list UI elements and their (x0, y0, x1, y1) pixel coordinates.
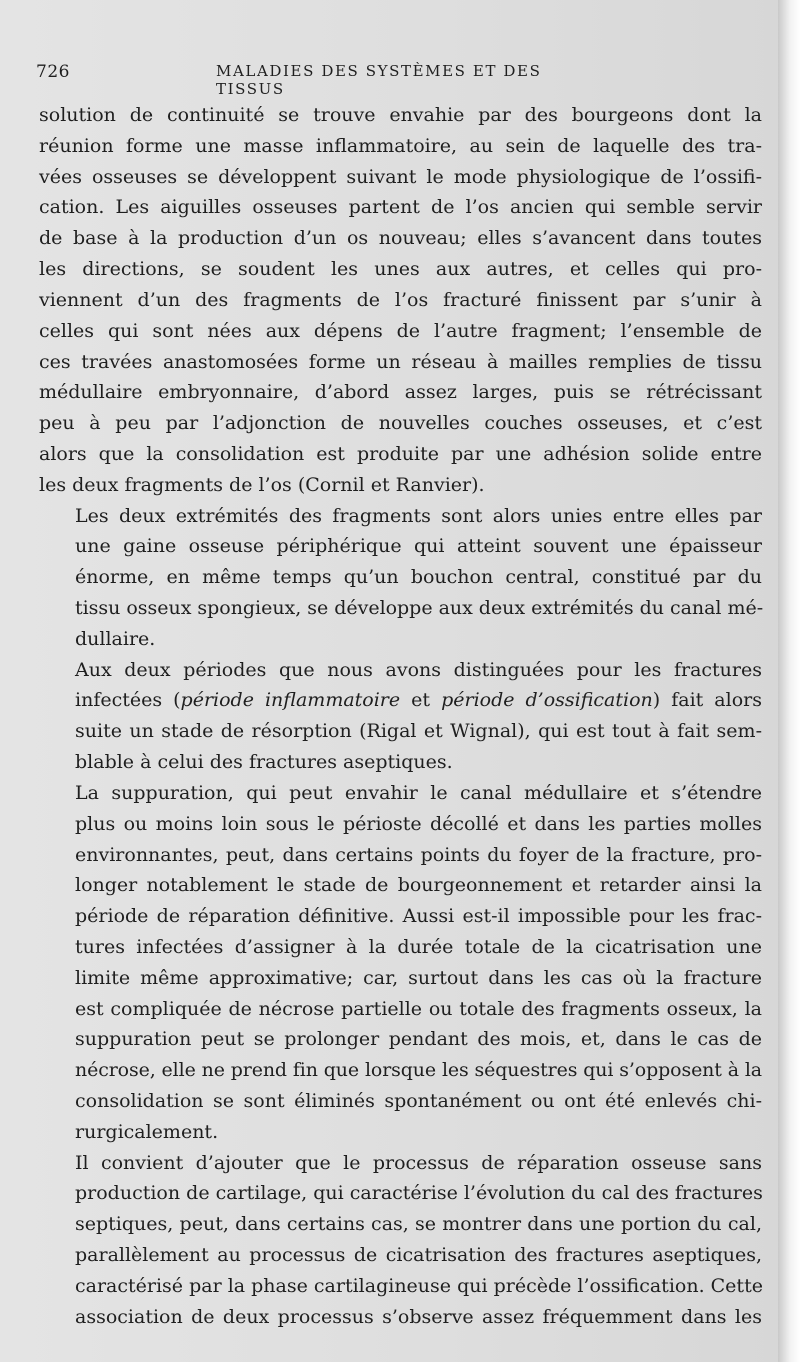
text-line: dullaire. (75, 627, 156, 650)
page-number: 726 (36, 62, 70, 82)
text-line: est compliquée de nécrose partielle ou totale des fragments osseux, la (75, 997, 762, 1020)
text-line: environnantes, peut, dans certains points du foyer de la fracture, pro- (75, 843, 762, 866)
text-line: parallèlement au processus de cicatrisation des fractures aseptiques, (75, 1244, 762, 1267)
text-line: nécrose, elle ne prend fin que lorsque les séquestres qui s’opposent à la (75, 1059, 762, 1082)
paragraph (39, 1148, 762, 1333)
paragraph (39, 778, 762, 1148)
text-line: tures infectées d’assigner à la durée totale de la cicatrisation une (75, 935, 762, 958)
text-line: solution de continuité se trouve envahie par des bourgeons dont la (39, 104, 762, 126)
text-line: caractérisé par la phase cartilagineuse qui précède l’ossification. Cette (75, 1274, 763, 1297)
text-line: Aux deux périodes que nous avons distinguées pour les fractures (75, 658, 762, 681)
text-line: cation. Les aiguilles osseuses partent de l’os ancien qui semble servir (39, 196, 762, 219)
text-line: les directions, se soudent les unes aux autres, et celles qui pro- (39, 258, 762, 281)
text-line: limite même approximative; car, surtout dans les cas où la fracture (75, 966, 762, 989)
text-line: La suppuration, qui peut envahir le canal médullaire et s’étendre (75, 781, 762, 804)
text-line: médullaire embryonnaire, d’abord assez larges, puis se rétrécissant (39, 381, 762, 404)
text-line: une gaine osseuse périphérique qui atteint souvent une épaisseur (75, 535, 762, 558)
text-line: de base à la production d’un os nouveau; elles s’avancent dans toutes (39, 227, 762, 250)
paragraph (39, 655, 762, 778)
text-line: suppuration peut se prolonger pendant des mois, et, dans le cas de (75, 1028, 762, 1051)
paragraph (39, 501, 762, 655)
text-line: infectées (période inflammatoire et période d’ossification) fait alors (75, 689, 762, 712)
text-line: production de cartilage, qui caractérise l’évolution du cal des fractures (75, 1182, 763, 1205)
text-line: Il convient d’ajouter que le processus de réparation osseuse sans (75, 1151, 762, 1174)
text-line: alors que la consolidation est produite par une adhésion solide entre (39, 442, 762, 465)
paragraph (39, 100, 762, 501)
italic-term: période inflammatoire (180, 689, 401, 712)
running-title: MALADIES DES SYSTÈMES ET DES TISSUS (216, 62, 542, 98)
text-line: septiques, peut, dans certains cas, se montrer dans une portion du cal, (75, 1213, 762, 1236)
text-line: celles qui sont nées aux dépens de l’autre fragment; l’ensemble de (39, 319, 762, 342)
text-line: peu à peu par l’adjonction de nouvelles couches osseuses, et c’est (39, 412, 762, 435)
text-line: les deux fragments de l’os (Cornil et Ranvier). (39, 473, 485, 496)
text-line: ces travées anastomosées forme un réseau à mailles remplies de tissu (39, 350, 762, 373)
text-line: plus ou moins loin sous le périoste décollé et dans les parties molles (75, 812, 762, 835)
text-line: réunion forme une masse inflammatoire, au sein de laquelle des tra- (39, 134, 762, 157)
page-edge (778, 0, 800, 1362)
page-header (36, 62, 596, 98)
text-line: énorme, en même temps qu’un bouchon central, constitué par du (75, 566, 762, 589)
text-line: rurgicalement. (75, 1120, 219, 1143)
text-line: consolidation se sont éliminés spontanément ou ont été enlevés chi- (75, 1090, 762, 1112)
text-line: viennent d’un des fragments de l’os fracturé finissent par s’unir à (39, 288, 762, 311)
italic-term: période d’ossification (441, 689, 653, 712)
text-line: longer notablement le stade de bourgeonnement et retarder ainsi la (75, 874, 762, 897)
text-line: blable à celui des fractures aseptiques. (75, 751, 453, 774)
text-line: suite un stade de résorption (Rigal et Wignal), qui est tout à fait sem- (75, 720, 762, 743)
body-text (39, 100, 762, 1333)
text-line: association de deux processus s’observe assez fréquemment dans les (75, 1305, 762, 1328)
text-line: tissu osseux spongieux, se développe aux deux extrémités du canal mé- (75, 597, 764, 619)
text-line: période de réparation définitive. Aussi est-il impossible pour les frac- (75, 905, 762, 928)
text-line: Les deux extrémités des fragments sont alors unies entre elles par (75, 504, 762, 527)
text-line: vées osseuses se développent suivant le mode physiologique de l’ossifi- (39, 165, 762, 188)
